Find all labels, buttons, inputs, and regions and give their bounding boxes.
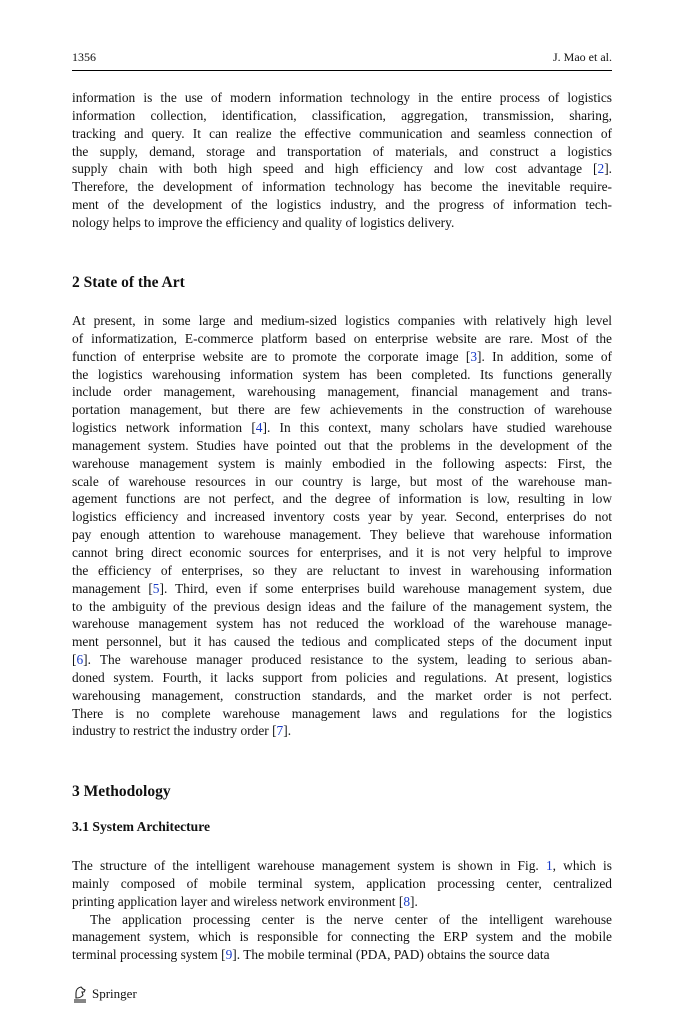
header-rule [72,70,612,71]
text-segment: to the ambiguity of the previous design ideas and the failure of the management system, the [72,598,612,614]
text-line [72,330,612,348]
text-line [72,214,612,232]
text-line [72,143,612,161]
text-segment: warehousing management, construction standards, and the market order is not perfect. [72,687,612,703]
text-segment: ]. In this context, many scholars have studied warehouse [262,420,612,436]
text-line [72,508,612,526]
text-line [72,312,612,330]
text-line [72,348,612,366]
text-line [72,705,612,723]
text-line [72,875,612,893]
section-heading-state-of-the-art: 2 State of the Art [72,274,185,291]
text-segment: information is the use of modern information technology in the entire process of logistics [72,90,612,105]
text-line [72,89,612,107]
running-header [72,50,612,65]
text-segment: ]. Third, even if some enterprises build warehouse management system, due [159,580,613,596]
text-line [72,857,612,875]
text-segment: management system, which is responsible for connecting the ERP system and the mobile [72,929,612,945]
citation-link[interactable]: 9 [225,947,233,963]
text-segment: management system. Studies have pointed out that the problems in the development of the [72,437,612,453]
text-line [72,687,612,705]
text-segment: pay enough attention to warehouse management. They believe that warehouse information [72,527,612,543]
text-line [72,598,612,616]
text-segment: ]. [604,161,612,177]
text-line [72,911,612,929]
text-segment: Therefore, the development of information technology has become the inevitable require- [72,179,612,195]
text-line [72,383,612,401]
running-authors: J. Mao et al. [553,50,612,64]
text-segment: ]. The mobile terminal (PDA, PAD) obtains the source data [232,947,550,963]
text-line [72,366,612,384]
citation-link[interactable]: 4 [255,420,263,436]
text-line [72,160,612,178]
text-segment: warehouse management system is mainly embodied in the following aspects: First, the [72,455,612,471]
text-segment: include order management, warehousing management, financial management and trans- [72,384,612,400]
citation-link[interactable]: 3 [470,348,478,364]
citation-link[interactable]: 1 [545,858,553,873]
paragraph-application-center [72,911,612,965]
text-line [72,633,612,651]
text-segment: ment of the development of the logistics industry, and the progress of information tech- [72,197,612,213]
text-line [72,580,612,598]
page-number: 1356 [72,50,96,64]
text-segment: mainly composed of mobile terminal system, application processing center, centralized [72,875,612,891]
text-line [72,473,612,491]
text-line [72,178,612,196]
text-segment: terminal processing system [ [72,947,226,963]
text-segment: , which is [552,858,612,873]
text-segment: doned system. Fourth, it lacks support from policies and regulations. At present, logistics [72,669,612,685]
text-line [72,437,612,455]
text-segment: information collection, identification, classification, aggregation, transmission, sharing, [72,107,612,123]
text-segment: ment personnel, but it has caused the tedious and complicated steps of the document input [72,634,612,650]
text-segment: cannot bring direct economic sources for enterprises, and it is not very helpful to improve [72,544,612,560]
citation-link[interactable]: 7 [276,723,284,739]
subsection-heading-system-architecture: 3.1 System Architecture [72,819,211,834]
text-line [72,893,612,911]
text-segment: The structure of the intelligent warehouse management system is shown in Fig. [72,858,546,873]
text-segment: industry to restrict the industry order [ [72,723,277,739]
text-line [72,562,612,580]
text-line [72,490,612,508]
paragraph-intro [72,89,612,232]
text-segment: The application processing center is the nerve center of the intelligent warehouse [90,911,612,927]
text-segment: ]. [410,893,418,909]
text-segment: tracking and query. It can realize the effective communication and seamless connection of [72,125,612,141]
text-line [72,928,612,946]
publisher-name: Springer [92,986,137,1001]
text-line [72,401,612,419]
text-line [72,669,612,687]
text-segment: logistics efficiency and increased inventory costs year by year. Second, enterprises do not [72,509,612,525]
text-segment: There is no complete warehouse management laws and regulations for the logistics [72,705,612,721]
text-segment: warehouse management system has not reduced the workload of the warehouse manage- [72,616,612,632]
text-segment: ]. [283,723,292,739]
text-line [72,125,612,143]
text-segment: nology helps to improve the efficiency and quality of logistics delivery. [72,214,455,230]
text-segment: management [ [72,580,153,596]
text-line [72,196,612,214]
text-segment: the logistics warehousing information system has been completed. Its functions generally [72,366,612,382]
text-line [72,544,612,562]
citation-link[interactable]: 8 [403,893,411,909]
text-segment: logistics network information [ [72,420,256,436]
publisher-footer [72,985,137,1003]
text-line [72,107,612,125]
text-segment: supply chain with both high speed and high efficiency and low cost advantage [ [72,161,598,177]
text-segment: ]. In addition, some of [477,348,612,364]
text-segment: the supply, demand, storage and transportation of materials, and construct a logistics [72,143,612,159]
text-line [72,946,612,964]
text-segment: portation management, but there are few achievements in the construction of warehouse [72,402,612,418]
text-line [72,419,612,437]
citation-link[interactable]: 6 [76,652,84,668]
section-heading-methodology: 3 Methodology [72,783,171,800]
paragraph-architecture [72,857,612,911]
citation-link[interactable]: 5 [152,580,160,596]
paragraph-state-of-the-art [72,312,612,740]
text-line [72,615,612,633]
springer-horse-logo-icon [72,985,88,1003]
text-segment: At present, in some large and medium-sized logistics companies with relatively high level [72,313,612,328]
text-segment: function of enterprise website are to promote the corporate image [ [72,348,471,364]
text-line [72,455,612,473]
text-segment: the efficiency of enterprises, so they are reluctant to invest in warehousing information [72,562,612,578]
text-segment: scale of warehouse resources in our country is large, but most of the warehouse man- [72,473,612,489]
text-segment: [ [72,652,77,668]
text-line [72,651,612,669]
text-line [72,526,612,544]
citation-link[interactable]: 2 [597,161,605,177]
text-segment: printing application layer and wireless network environment [ [72,893,404,909]
text-segment: ]. The warehouse manager produced resistance to the system, leading to serious aban- [83,652,612,668]
text-line [72,722,612,740]
text-segment: agement functions are not perfect, and the degree of information is low, resulting in low [72,491,612,507]
text-segment: of informatization, E-commerce platform based on enterprise website are rare. Most of the [72,330,612,346]
